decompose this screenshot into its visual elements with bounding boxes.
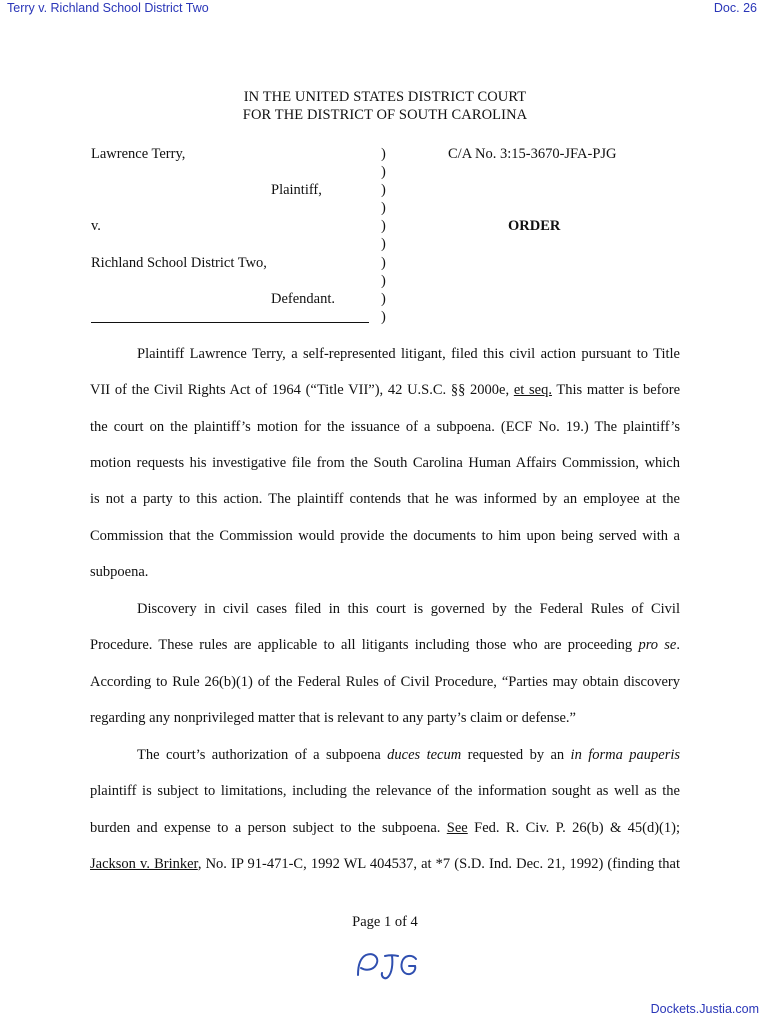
court-district: FOR THE DISTRICT OF SOUTH CAROLINA bbox=[242, 107, 528, 123]
caption-paren: ) bbox=[381, 164, 386, 180]
body-line: VII of the Civil Rights Act of 1964 (“Title VII”), 42 U.S.C. §§ 2000e, et seq. This matter is before bbox=[90, 382, 680, 398]
body-line: Commission that the Commission would provide the documents to him upon being served with a bbox=[90, 528, 680, 544]
plaintiff-role: Plaintiff, bbox=[271, 182, 322, 198]
caption-paren: ) bbox=[381, 182, 386, 198]
caption-paren: ) bbox=[381, 255, 386, 271]
body-line: The court’s authorization of a subpoena duces tecum requested by an in forma pauperis bbox=[137, 747, 681, 763]
body-line: motion requests his investigative file from the South Carolina Human Affairs Commission, which bbox=[90, 455, 680, 471]
caption-paren: ) bbox=[381, 309, 386, 325]
court-name: IN THE UNITED STATES DISTRICT COURT bbox=[243, 89, 527, 105]
body-line: is not a party to this action. The plaintiff contends that he was informed by an employee at the bbox=[90, 491, 680, 507]
plaintiff-name: Lawrence Terry, bbox=[91, 146, 186, 162]
body-line: plaintiff is subject to limitations, including the relevance of the information sought as well as the bbox=[90, 783, 680, 799]
body-line: Jackson v. Brinker, No. IP 91-471-C, 1992 WL 404537, at *7 (S.D. Ind. Dec. 21, 1992) (finding that bbox=[90, 856, 680, 872]
source-link[interactable]: Dockets.Justia.com bbox=[650, 1002, 759, 1016]
body-line: regarding any nonprivileged matter that is relevant to any party’s claim or defense.” bbox=[90, 710, 576, 726]
caption-paren: ) bbox=[381, 200, 386, 216]
doc-number-link[interactable]: Doc. 26 bbox=[713, 1, 757, 15]
body-line: According to Rule 26(b)(1) of the Federal Rules of Civil Procedure, “Parties may obtain discovery bbox=[90, 674, 680, 690]
body-line: the court on the plaintiff’s motion for the issuance of a subpoena. (ECF No. 19.) The plaintiff’s bbox=[90, 419, 680, 435]
body-line: Discovery in civil cases filed in this court is governed by the Federal Rules of Civil bbox=[137, 601, 680, 617]
caption-paren: ) bbox=[381, 146, 386, 162]
document-type: ORDER bbox=[508, 218, 561, 234]
body-line: Procedure. These rules are applicable to all litigants including those who are proceeding pro se. bbox=[90, 637, 680, 653]
page-number: Page 1 of 4 bbox=[352, 914, 418, 930]
defendant-name: Richland School District Two, bbox=[91, 255, 267, 271]
body-line: subpoena. bbox=[90, 564, 149, 580]
judge-initials-signature bbox=[352, 949, 424, 990]
case-title-link[interactable]: Terry v. Richland School District Two bbox=[7, 1, 209, 15]
caption-paren: ) bbox=[381, 273, 386, 289]
body-line: burden and expense to a person subject to the subpoena. See Fed. R. Civ. P. 26(b) & 45(d)(1); bbox=[90, 820, 680, 836]
body-line: Plaintiff Lawrence Terry, a self-represented litigant, filed this civil action pursuant to Title bbox=[137, 346, 680, 362]
caption-paren: ) bbox=[381, 218, 386, 234]
defendant-role: Defendant. bbox=[271, 291, 336, 307]
case-number: C/A No. 3:15-3670-JFA-PJG bbox=[448, 146, 617, 162]
caption-paren: ) bbox=[381, 236, 386, 252]
versus: v. bbox=[91, 218, 101, 234]
caption-rule bbox=[91, 322, 369, 323]
caption-paren: ) bbox=[381, 291, 386, 307]
